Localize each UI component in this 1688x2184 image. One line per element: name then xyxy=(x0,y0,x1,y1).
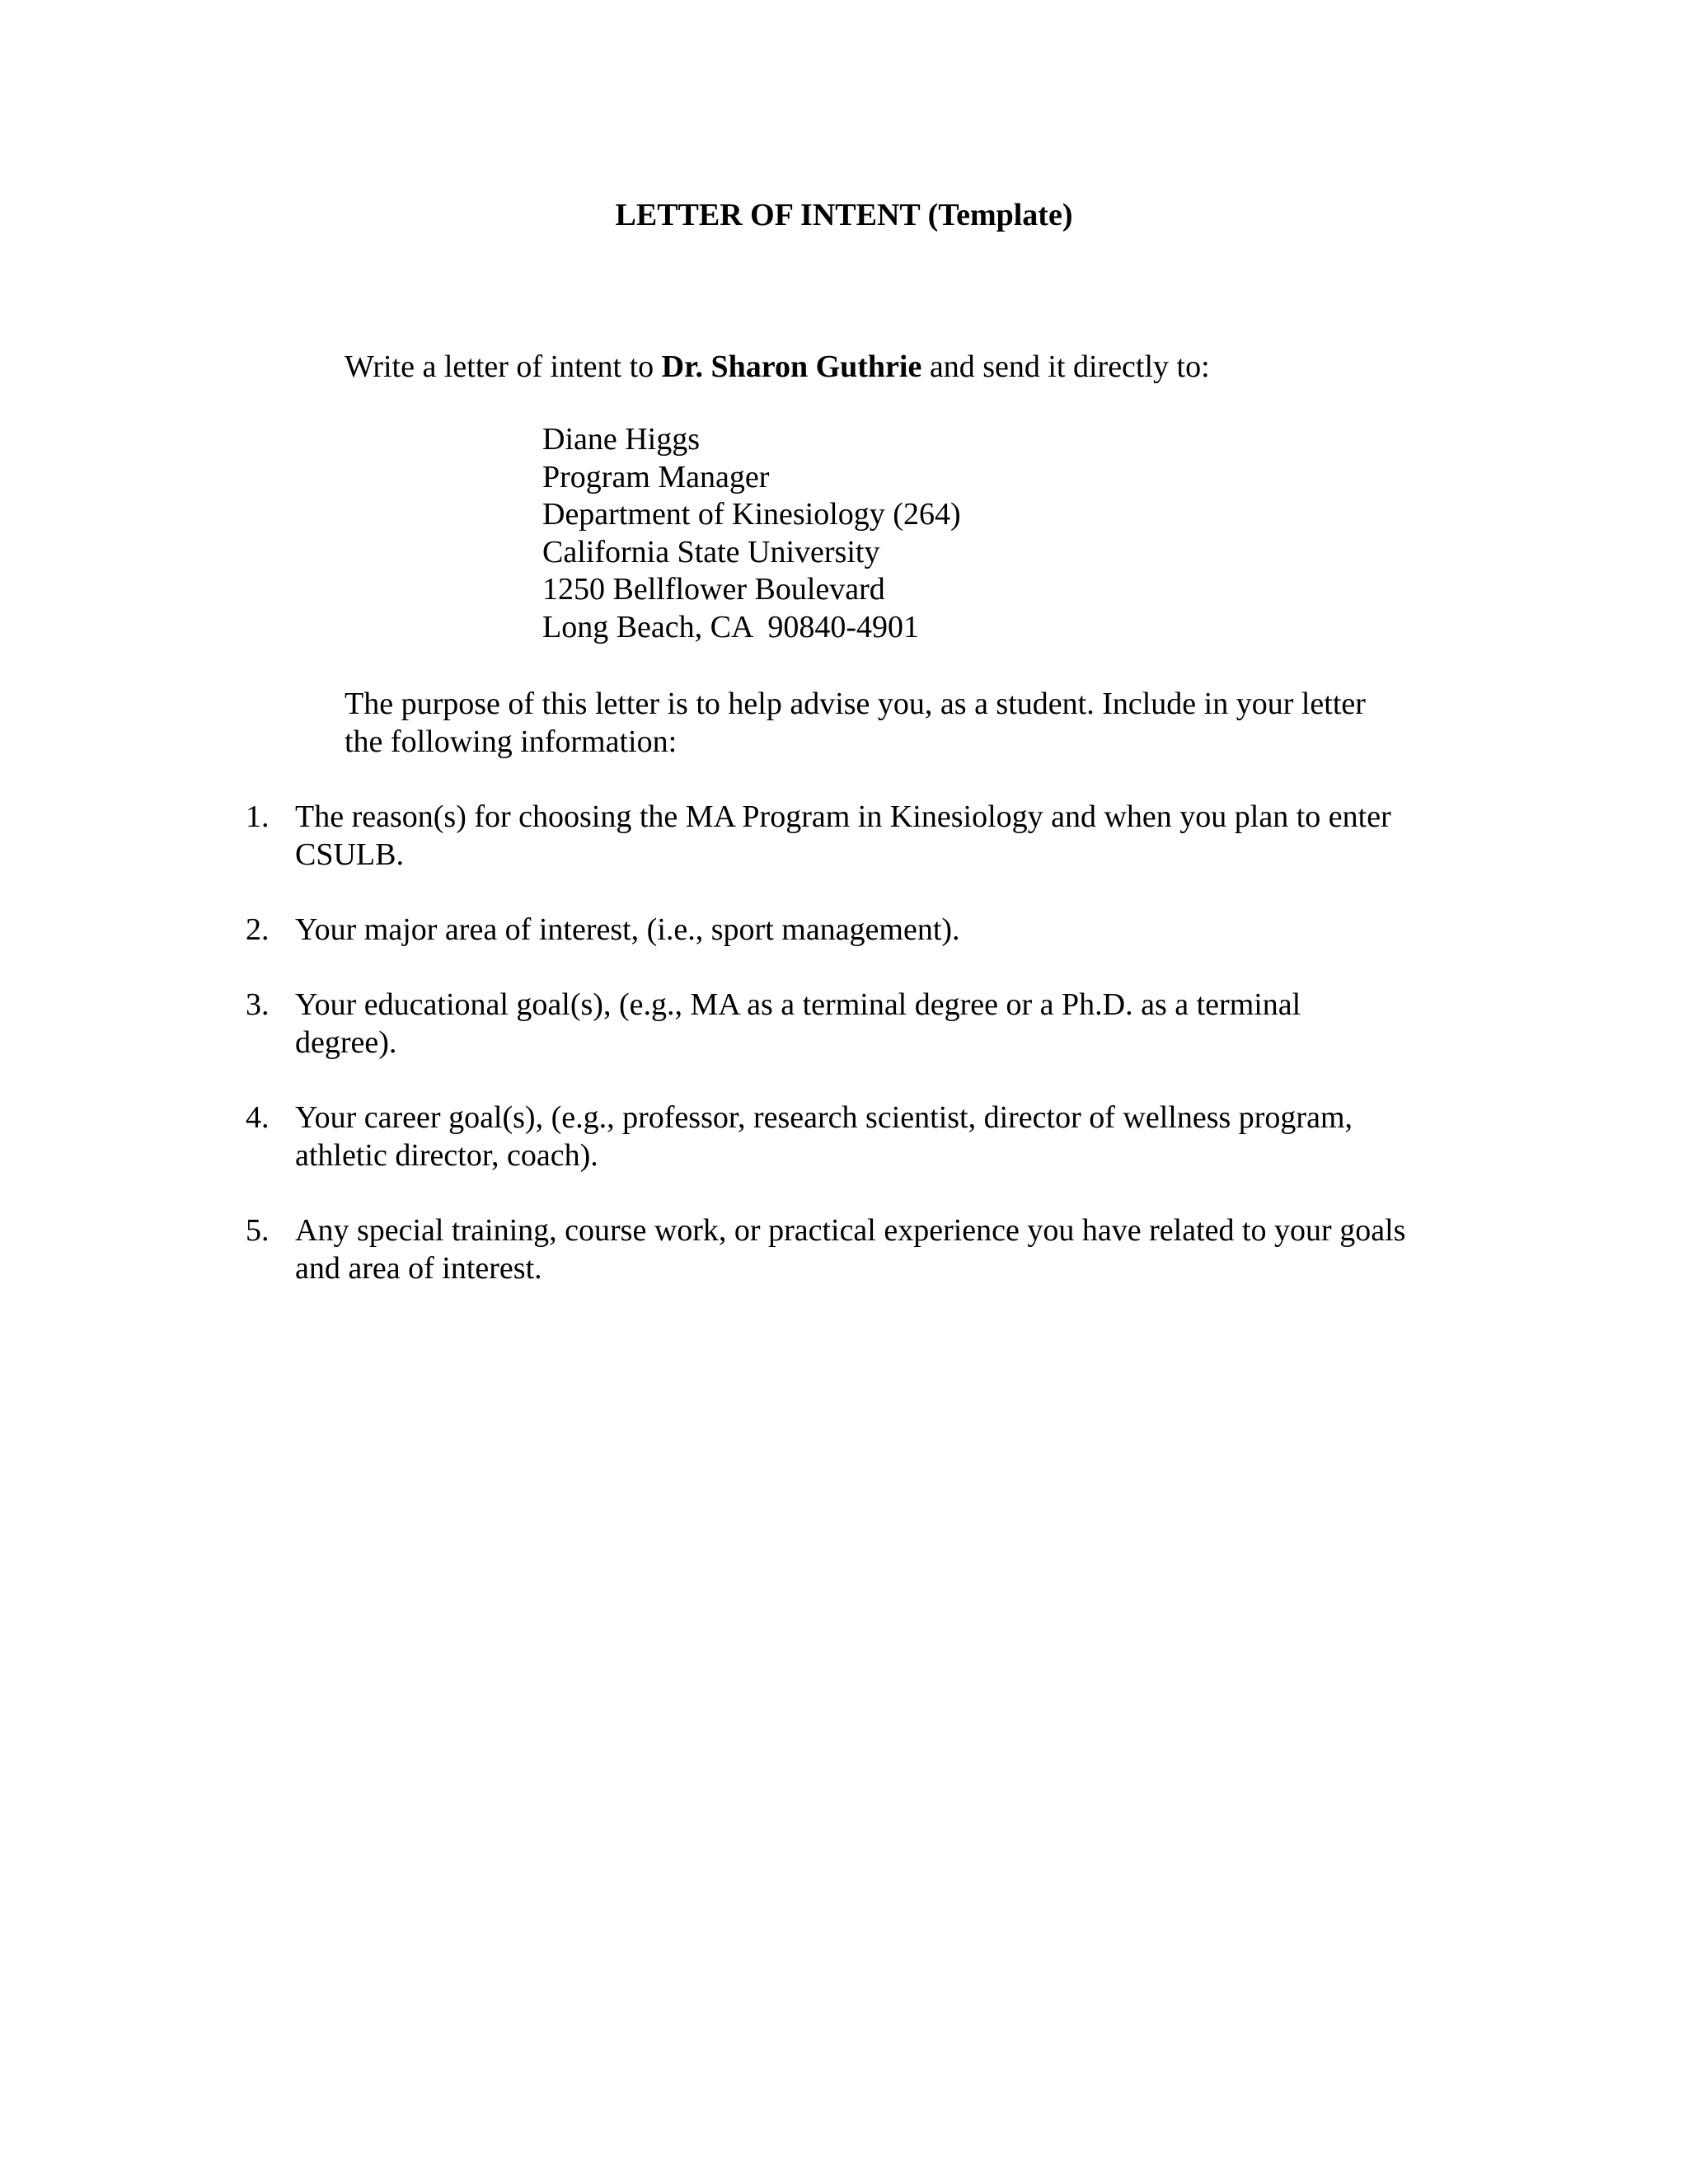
list-item xyxy=(239,986,1409,1062)
list-item-number: 2. xyxy=(246,912,270,947)
list-item xyxy=(239,1212,1409,1287)
list-item xyxy=(239,911,1409,949)
intro-text-before: Write a letter of intent to xyxy=(345,349,662,384)
address-line-university: California State University xyxy=(542,534,880,569)
list-item-number: 4. xyxy=(246,1100,270,1135)
intro-paragraph xyxy=(345,346,1416,387)
purpose-paragraph: The purpose of this letter is to help advise you, as a student. Include in your letter the following information: xyxy=(345,687,1366,759)
document-title: LETTER OF INTENT (Template) xyxy=(615,198,1073,232)
list-item-text: Your major area of interest, (i.e., sport management). xyxy=(295,912,960,947)
address-line-department: Department of Kinesiology (264) xyxy=(542,497,961,532)
list-item-text: Any special training, course work, or practical experience you have related to your goals and area of interest. xyxy=(295,1213,1406,1286)
information-list xyxy=(239,798,1409,1324)
list-item-text: Your educational goal(s), (e.g., MA as a terminal degree or a Ph.D. as a terminal degree). xyxy=(295,987,1301,1060)
mailing-address xyxy=(542,421,1284,647)
list-item xyxy=(239,798,1409,874)
address-line-title: Program Manager xyxy=(542,459,770,494)
list-item xyxy=(239,1099,1409,1174)
address-line-street: 1250 Bellflower Boulevard xyxy=(542,572,885,607)
recipient-name: Dr. Sharon Guthrie xyxy=(661,349,922,384)
list-item-number: 1. xyxy=(246,799,270,834)
list-item-text: Your career goal(s), (e.g., professor, research scientist, director of wellness program, athletic director, coach). xyxy=(295,1100,1353,1173)
list-item-text: The reason(s) for choosing the MA Program in Kinesiology and when you plan to enter CSULB. xyxy=(295,799,1391,872)
intro-text-after: and send it directly to: xyxy=(921,349,1210,384)
address-line-name: Diane Higgs xyxy=(542,422,701,457)
list-item-number: 3. xyxy=(246,987,270,1022)
address-line-city: Long Beach, CA 90840-4901 xyxy=(542,609,920,644)
list-item-number: 5. xyxy=(246,1213,270,1248)
